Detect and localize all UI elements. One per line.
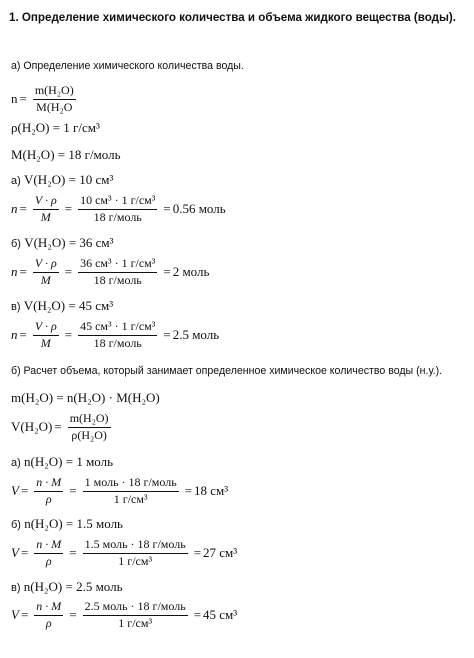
fraction-denominator: 1 г/см³ <box>118 553 153 568</box>
case-a-given <box>11 173 113 187</box>
numeric-fraction <box>83 600 188 631</box>
symbol-n: n <box>11 201 18 217</box>
fraction-numerator: n · M <box>34 600 63 616</box>
given-value: n(H₂O) = 1.5 моль <box>24 516 123 531</box>
fraction-numerator: 1 моль · 18 г/моль <box>83 476 179 492</box>
equals-sign: = <box>19 91 27 107</box>
case-c-given <box>11 580 123 594</box>
formula-lhs: n <box>11 91 18 107</box>
case-a-calculation <box>11 194 226 225</box>
equals-sign: = <box>64 201 73 217</box>
fraction-denominator: ρ(H₂O) <box>71 427 107 442</box>
formula-lhs: V(H₂O) <box>11 419 53 435</box>
numeric-fraction <box>78 320 157 351</box>
fraction-denominator: 1 г/см³ <box>118 615 153 630</box>
symbol-v: V <box>11 607 19 623</box>
fraction-denominator: M <box>40 335 51 350</box>
numeric-fraction <box>78 194 157 225</box>
numeric-fraction <box>78 257 157 288</box>
fraction-numerator: m(H₂O) <box>33 84 76 100</box>
case-label: а) <box>11 175 21 187</box>
result-value: 27 см³ <box>203 545 238 561</box>
equals-sign: = <box>64 264 73 280</box>
given-value: V(H₂O) = 36 см³ <box>24 235 114 250</box>
fraction-numerator: m(H₂O) <box>68 412 111 428</box>
symbolic-fraction <box>34 476 63 507</box>
given-value: n(H₂O) = 1 моль <box>24 454 114 469</box>
formula-amount <box>11 84 80 115</box>
equals-sign: = <box>19 327 27 343</box>
symbolic-fraction <box>33 194 59 225</box>
result-value: 18 см³ <box>194 483 229 499</box>
fraction-numerator: n · M <box>34 538 63 554</box>
equals-sign: = <box>69 483 77 499</box>
symbol-n: n <box>11 327 18 343</box>
fraction-numerator: n · M <box>34 476 63 492</box>
symbol-n: n <box>11 264 18 280</box>
fraction-numerator: V · ρ <box>33 194 59 210</box>
fraction-denominator: ρ <box>45 491 52 506</box>
case-a-calculation <box>11 476 228 507</box>
equals-sign: = <box>20 483 29 499</box>
case-b-given <box>11 236 114 250</box>
fraction-numerator: 2.5 моль · 18 г/моль <box>83 600 188 616</box>
equals-sign: = <box>19 264 27 280</box>
result-value: 2.5 моль <box>172 327 220 343</box>
given-value: n(H₂O) = 2.5 моль <box>23 579 123 594</box>
fraction-numerator: 10 см³ · 1 г/см³ <box>78 194 157 210</box>
fraction-numerator: 45 см³ · 1 г/см³ <box>78 320 157 336</box>
fraction-numerator: V · ρ <box>33 257 59 273</box>
case-label: в) <box>11 301 21 313</box>
equals-sign: = <box>19 201 27 217</box>
symbol-v: V <box>11 545 19 561</box>
case-b-given <box>11 517 123 531</box>
formula-fraction <box>68 412 111 443</box>
section-b-heading: б) Расчет объема, который занимает определенное химическое количество воды (н.у.). <box>11 365 443 377</box>
symbolic-fraction <box>34 538 63 569</box>
formula-fraction <box>33 84 76 115</box>
symbol-v: V <box>11 483 19 499</box>
equals-sign: = <box>69 607 77 623</box>
given-value: V(H₂O) = 10 см³ <box>24 172 114 187</box>
case-c-given <box>11 299 113 313</box>
equals-sign: = <box>54 419 62 435</box>
equals-sign: = <box>163 201 171 217</box>
case-b-calculation <box>11 257 209 288</box>
case-b-calculation <box>11 538 237 569</box>
equals-sign: = <box>20 545 29 561</box>
equals-sign: = <box>69 545 77 561</box>
result-value: 0.56 моль <box>172 201 226 217</box>
result-value: 2 моль <box>172 264 210 280</box>
density-line: ρ(H₂O) = 1 г/см³ <box>11 120 100 135</box>
case-label: в) <box>11 582 21 594</box>
fraction-numerator: V · ρ <box>33 320 59 336</box>
equals-sign: = <box>193 545 202 561</box>
fraction-denominator: 18 г/моль <box>93 209 142 224</box>
symbolic-fraction <box>33 320 59 351</box>
fraction-numerator: 36 см³ · 1 г/см³ <box>78 257 157 273</box>
numeric-fraction <box>83 538 188 569</box>
fraction-numerator: 1.5 моль · 18 г/моль <box>83 538 188 554</box>
fraction-denominator: M <box>40 272 51 287</box>
numeric-fraction <box>83 476 179 507</box>
equals-sign: = <box>20 607 29 623</box>
case-a-given <box>11 455 113 469</box>
case-c-calculation <box>11 600 237 631</box>
equals-sign: = <box>163 264 171 280</box>
case-c-calculation <box>11 320 219 351</box>
case-label: а) <box>11 457 21 469</box>
mass-formula-line: m(H₂O) = n(H₂O) · M(H₂O) <box>11 390 160 405</box>
document-title: 1. Определение химического количества и объема жидкого вещества (воды). <box>9 11 456 24</box>
given-value: V(H₂O) = 45 см³ <box>23 298 114 313</box>
equals-sign: = <box>193 607 202 623</box>
symbolic-fraction <box>34 600 63 631</box>
section-a-heading: а) Определение химического количества воды. <box>11 60 244 72</box>
fraction-denominator: M(H₂O <box>36 99 73 114</box>
equals-sign: = <box>163 327 171 343</box>
result-value: 45 см³ <box>203 607 238 623</box>
volume-formula <box>11 412 115 443</box>
fraction-denominator: M <box>40 209 51 224</box>
case-label: б) <box>11 519 21 531</box>
equals-sign: = <box>64 327 73 343</box>
fraction-denominator: ρ <box>45 615 52 630</box>
fraction-denominator: 18 г/моль <box>93 272 142 287</box>
fraction-denominator: ρ <box>45 553 52 568</box>
fraction-denominator: 18 г/моль <box>93 335 142 350</box>
molar-mass-line: M(H₂O) = 18 г/моль <box>11 147 121 162</box>
fraction-denominator: 1 г/см³ <box>113 491 148 506</box>
equals-sign: = <box>184 483 193 499</box>
case-label: б) <box>11 238 21 250</box>
symbolic-fraction <box>33 257 59 288</box>
